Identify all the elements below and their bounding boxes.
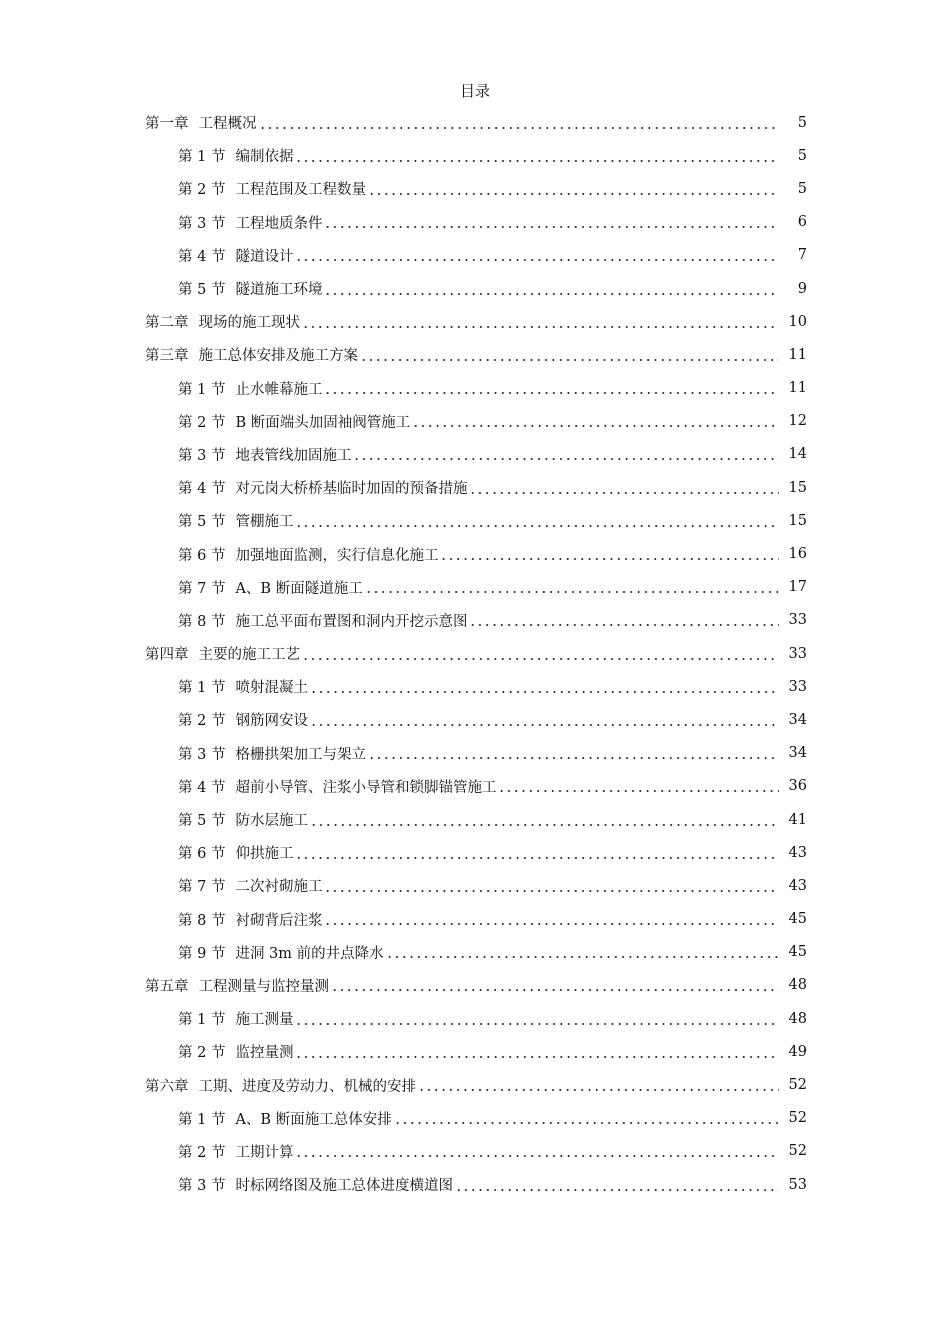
toc-entry-number: 第 2 节 xyxy=(178,414,226,431)
toc-entry-page-number: 43 xyxy=(788,877,807,894)
toc-dot-leader xyxy=(368,746,779,760)
toc-section-entry[interactable] xyxy=(0,936,950,969)
toc-dot-leader xyxy=(295,514,779,528)
toc-entry-number: 第二章 xyxy=(145,315,189,332)
toc-entry-page-number: 33 xyxy=(788,678,807,695)
toc-entry-number: 第 5 节 xyxy=(178,514,226,531)
toc-entry-text: 工程范围及工程数量 xyxy=(235,182,366,199)
toc-entry-text: 编制依据 xyxy=(235,149,294,166)
toc-entry-text: A、B 断面施工总体安排 xyxy=(235,1111,392,1128)
toc-dot-leader xyxy=(310,713,779,727)
toc-entry-text: 仰拱施工 xyxy=(235,846,294,863)
toc-entry-text: 监控量测 xyxy=(235,1045,294,1062)
toc-entry-number: 第 3 节 xyxy=(178,1178,226,1195)
toc-dot-leader xyxy=(353,447,779,461)
toc-entry-page-number: 5 xyxy=(797,114,807,131)
toc-entry-number: 第 1 节 xyxy=(178,680,226,697)
toc-dot-leader xyxy=(324,879,779,893)
toc-dot-leader xyxy=(365,580,779,594)
toc-entry-page-number: 15 xyxy=(788,479,807,496)
toc-dot-leader xyxy=(310,680,779,694)
toc-entry-page-number: 45 xyxy=(788,911,807,928)
toc-entry-text: 进洞 3m 前的井点降水 xyxy=(235,945,384,962)
toc-section-entry[interactable] xyxy=(0,836,950,869)
toc-entry-text: 衬砌背后注浆 xyxy=(235,912,323,929)
toc-dot-leader xyxy=(295,846,779,860)
toc-dot-leader xyxy=(295,1012,779,1026)
toc-entry-text: 工期计算 xyxy=(235,1144,294,1161)
toc-entry-page-number: 53 xyxy=(788,1176,807,1193)
toc-section-entry[interactable] xyxy=(0,1168,950,1201)
toc-entry-page-number: 48 xyxy=(788,977,807,994)
toc-entry-text: 施工测量 xyxy=(235,1012,294,1029)
toc-entry-text: 现场的施工现状 xyxy=(198,315,300,332)
toc-entry-number: 第 1 节 xyxy=(178,1012,226,1029)
toc-dot-leader xyxy=(324,912,779,926)
toc-entry-number: 第 6 节 xyxy=(178,846,226,863)
toc-entry-number: 第 4 节 xyxy=(178,481,226,498)
toc-section-entry[interactable] xyxy=(0,139,950,172)
toc-entry-number: 第 9 节 xyxy=(178,945,226,962)
toc-chapter-entry[interactable] xyxy=(0,106,950,139)
toc-entry-page-number: 11 xyxy=(788,380,807,397)
toc-section-entry[interactable] xyxy=(0,206,950,239)
toc-entry-page-number: 6 xyxy=(797,214,807,231)
toc-section-entry[interactable] xyxy=(0,372,950,405)
toc-section-entry[interactable] xyxy=(0,1102,950,1135)
toc-dot-leader xyxy=(368,182,779,196)
table-of-contents xyxy=(0,106,950,1201)
toc-chapter-entry[interactable] xyxy=(0,305,950,338)
toc-entry-page-number: 5 xyxy=(797,180,807,197)
toc-entry-number: 第 7 节 xyxy=(178,879,226,896)
toc-section-entry[interactable] xyxy=(0,239,950,272)
toc-entry-text: 主要的施工工艺 xyxy=(198,647,300,664)
toc-section-entry[interactable] xyxy=(0,405,950,438)
toc-section-entry[interactable] xyxy=(0,1035,950,1068)
toc-dot-leader xyxy=(295,248,779,262)
toc-entry-number: 第 3 节 xyxy=(178,447,226,464)
toc-entry-page-number: 41 xyxy=(788,811,807,828)
toc-entry-text: 对元岗大桥桥基临时加固的预备措施 xyxy=(235,481,468,498)
toc-entry-text: 加强地面监测，实行信息化施工 xyxy=(235,547,439,564)
toc-entry-number: 第五章 xyxy=(145,978,189,995)
toc-section-entry[interactable] xyxy=(0,737,950,770)
toc-entry-text: B 断面端头加固袖阀管施工 xyxy=(235,414,411,431)
toc-chapter-entry[interactable] xyxy=(0,338,950,371)
toc-title: 目录 xyxy=(459,82,490,100)
toc-entry-page-number: 43 xyxy=(788,844,807,861)
toc-dot-leader xyxy=(324,215,779,229)
toc-entry-text: 防水层施工 xyxy=(235,813,308,830)
toc-entry-page-number: 7 xyxy=(797,247,807,264)
toc-entry-number: 第 3 节 xyxy=(178,746,226,763)
toc-entry-text: 管棚施工 xyxy=(235,514,294,531)
toc-section-entry[interactable] xyxy=(0,438,950,471)
toc-entry-page-number: 34 xyxy=(788,711,807,728)
toc-section-entry[interactable] xyxy=(0,903,950,936)
toc-dot-leader xyxy=(418,1078,779,1092)
toc-dot-leader xyxy=(324,282,779,296)
toc-chapter-entry[interactable] xyxy=(0,1068,950,1101)
toc-entry-page-number: 48 xyxy=(788,1010,807,1027)
toc-dot-leader xyxy=(302,647,779,661)
toc-entry-page-number: 11 xyxy=(788,346,807,363)
toc-section-entry[interactable] xyxy=(0,604,950,637)
toc-entry-page-number: 36 xyxy=(788,778,807,795)
toc-entry-text: 工程地质条件 xyxy=(235,215,323,232)
toc-entry-text: 喷射混凝土 xyxy=(235,680,308,697)
toc-entry-number: 第 3 节 xyxy=(178,215,226,232)
toc-entry-number: 第 1 节 xyxy=(178,149,226,166)
toc-entry-page-number: 33 xyxy=(788,612,807,629)
toc-entry-number: 第一章 xyxy=(145,116,189,133)
toc-dot-leader xyxy=(412,414,779,428)
toc-dot-leader xyxy=(310,813,779,827)
toc-entry-number: 第 6 节 xyxy=(178,547,226,564)
toc-section-entry[interactable] xyxy=(0,537,950,570)
toc-dot-leader xyxy=(259,116,780,130)
toc-entry-text: 时标网络图及施工总体进度横道图 xyxy=(235,1178,453,1195)
toc-entry-text: 工程测量与监控量测 xyxy=(198,978,329,995)
toc-section-entry[interactable] xyxy=(0,703,950,736)
toc-section-entry[interactable] xyxy=(0,670,950,703)
toc-entry-text: 隧道施工环境 xyxy=(235,282,323,299)
toc-entry-number: 第 1 节 xyxy=(178,1111,226,1128)
toc-dot-leader xyxy=(455,1178,779,1192)
toc-entry-text: 工程概况 xyxy=(198,116,257,133)
toc-entry-number: 第 8 节 xyxy=(178,613,226,630)
toc-entry-text: 超前小导管、注浆小导管和锁脚锚管施工 xyxy=(235,779,497,796)
toc-dot-leader xyxy=(469,613,779,627)
toc-entry-page-number: 12 xyxy=(788,413,807,430)
toc-entry-page-number: 34 xyxy=(788,745,807,762)
toc-entry-text: 格栅拱架加工与架立 xyxy=(235,746,366,763)
toc-entry-text: 地表管线加固施工 xyxy=(235,447,352,464)
toc-entry-text: A、B 断面隧道施工 xyxy=(235,580,363,597)
toc-entry-page-number: 52 xyxy=(788,1143,807,1160)
toc-entry-number: 第 2 节 xyxy=(178,182,226,199)
toc-entry-page-number: 52 xyxy=(788,1110,807,1127)
toc-dot-leader xyxy=(295,1144,779,1158)
toc-entry-page-number: 45 xyxy=(788,944,807,961)
toc-section-entry[interactable] xyxy=(0,803,950,836)
toc-section-entry[interactable] xyxy=(0,172,950,205)
toc-entry-page-number: 10 xyxy=(788,313,807,330)
toc-entry-number: 第 7 节 xyxy=(178,580,226,597)
toc-entry-page-number: 52 xyxy=(788,1077,807,1094)
toc-entry-page-number: 17 xyxy=(788,579,807,596)
toc-dot-leader xyxy=(360,348,779,362)
toc-entry-text: 工期、进度及劳动力、机械的安排 xyxy=(198,1078,416,1095)
toc-section-entry[interactable] xyxy=(0,770,950,803)
toc-entry-page-number: 49 xyxy=(788,1043,807,1060)
toc-entry-page-number: 14 xyxy=(788,446,807,463)
toc-dot-leader xyxy=(440,547,779,561)
toc-section-entry[interactable] xyxy=(0,1002,950,1035)
toc-entry-page-number: 16 xyxy=(788,546,807,563)
toc-entry-number: 第 2 节 xyxy=(178,1045,226,1062)
toc-entry-number: 第 1 节 xyxy=(178,381,226,398)
toc-dot-leader xyxy=(331,978,779,992)
toc-entry-text: 施工总平面布置图和洞内开挖示意图 xyxy=(235,613,468,630)
toc-entry-text: 止水帷幕施工 xyxy=(235,381,323,398)
toc-entry-number: 第 2 节 xyxy=(178,713,226,730)
toc-entry-text: 钢筋网安设 xyxy=(235,713,308,730)
toc-dot-leader xyxy=(295,1045,779,1059)
toc-entry-number: 第 4 节 xyxy=(178,779,226,796)
toc-entry-number: 第三章 xyxy=(145,348,189,365)
toc-section-entry[interactable] xyxy=(0,471,950,504)
toc-dot-leader xyxy=(394,1111,779,1125)
toc-section-entry[interactable] xyxy=(0,272,950,305)
toc-chapter-entry[interactable] xyxy=(0,637,950,670)
toc-entry-page-number: 5 xyxy=(797,147,807,164)
toc-dot-leader xyxy=(386,945,779,959)
toc-section-entry[interactable] xyxy=(0,1135,950,1168)
toc-entry-number: 第 5 节 xyxy=(178,282,226,299)
toc-chapter-entry[interactable] xyxy=(0,969,950,1002)
toc-dot-leader xyxy=(302,315,779,329)
toc-dot-leader xyxy=(324,381,779,395)
toc-entry-page-number: 9 xyxy=(797,280,807,297)
toc-entry-page-number: 33 xyxy=(788,645,807,662)
toc-entry-page-number: 15 xyxy=(788,512,807,529)
toc-section-entry[interactable] xyxy=(0,869,950,902)
toc-entry-number: 第 2 节 xyxy=(178,1144,226,1161)
toc-section-entry[interactable] xyxy=(0,504,950,537)
toc-dot-leader xyxy=(295,149,779,163)
toc-entry-number: 第六章 xyxy=(145,1078,189,1095)
toc-entry-number: 第 4 节 xyxy=(178,248,226,265)
toc-section-entry[interactable] xyxy=(0,571,950,604)
toc-entry-text: 隧道设计 xyxy=(235,248,294,265)
toc-entry-text: 二次衬砌施工 xyxy=(235,879,323,896)
toc-dot-leader xyxy=(469,481,779,495)
toc-entry-number: 第 5 节 xyxy=(178,813,226,830)
toc-entry-text: 施工总体安排及施工方案 xyxy=(198,348,358,365)
toc-dot-leader xyxy=(498,779,779,793)
toc-entry-number: 第四章 xyxy=(145,647,189,664)
toc-entry-number: 第 8 节 xyxy=(178,912,226,929)
